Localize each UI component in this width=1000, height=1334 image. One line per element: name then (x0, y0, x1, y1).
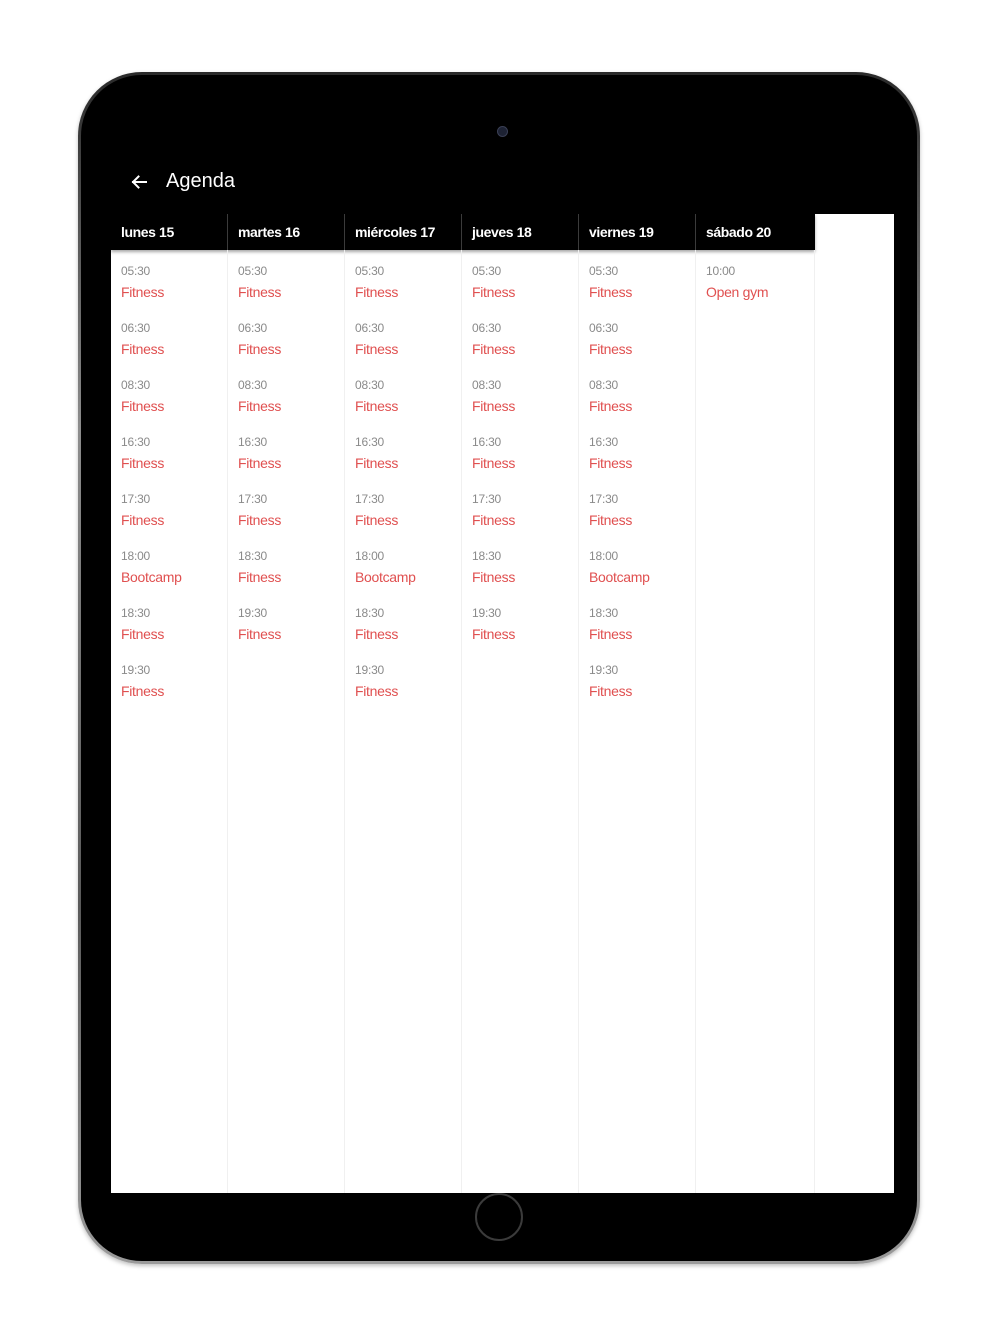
class-time: 06:30 (589, 321, 619, 335)
class-name: Fitness (121, 284, 165, 300)
class-slot[interactable] (345, 264, 461, 321)
class-name: Bootcamp (121, 569, 182, 585)
class-time: 16:30 (238, 435, 268, 449)
class-time: 17:30 (355, 492, 385, 506)
class-slot[interactable] (228, 435, 344, 492)
class-name: Fitness (238, 284, 282, 300)
class-name: Fitness (238, 341, 282, 357)
class-slot[interactable] (345, 663, 461, 720)
class-slot[interactable] (345, 549, 461, 606)
class-name: Fitness (238, 512, 282, 528)
class-time: 19:30 (472, 606, 502, 620)
day-column (696, 250, 815, 1193)
back-button[interactable] (123, 166, 155, 198)
day-tab[interactable]: miércoles 17 (345, 214, 462, 250)
class-time: 06:30 (121, 321, 151, 335)
class-slot[interactable] (579, 321, 695, 378)
class-time: 06:30 (355, 321, 385, 335)
class-name: Fitness (589, 284, 633, 300)
class-name: Bootcamp (589, 569, 650, 585)
class-name: Fitness (121, 398, 165, 414)
class-slot[interactable] (111, 606, 227, 663)
class-slot[interactable] (462, 549, 578, 606)
day-column (579, 250, 696, 1193)
class-name: Fitness (355, 341, 399, 357)
class-name: Open gym (706, 284, 769, 300)
day-tab[interactable]: viernes 19 (579, 214, 696, 250)
class-slot[interactable] (462, 435, 578, 492)
class-name: Fitness (121, 626, 165, 642)
class-name: Fitness (589, 512, 633, 528)
day-tabs (111, 214, 815, 250)
class-slot[interactable] (579, 435, 695, 492)
class-time: 19:30 (121, 663, 151, 677)
class-slot[interactable] (111, 378, 227, 435)
class-time: 18:30 (589, 606, 619, 620)
class-name: Fitness (355, 284, 399, 300)
class-slot[interactable] (462, 492, 578, 549)
class-name: Fitness (238, 626, 282, 642)
class-name: Fitness (472, 398, 516, 414)
class-name: Fitness (472, 626, 516, 642)
class-slot[interactable] (579, 606, 695, 663)
class-slot[interactable] (462, 606, 578, 663)
class-name: Fitness (472, 284, 516, 300)
class-time: 08:30 (121, 378, 151, 392)
class-time: 05:30 (589, 264, 619, 278)
class-slot[interactable] (111, 663, 227, 720)
class-time: 16:30 (355, 435, 385, 449)
home-button[interactable] (475, 1193, 523, 1241)
class-name: Fitness (355, 455, 399, 471)
class-name: Fitness (589, 626, 633, 642)
arrow-left-icon (129, 172, 149, 192)
class-time: 19:30 (589, 663, 619, 677)
class-name: Bootcamp (355, 569, 416, 585)
class-slot[interactable] (345, 378, 461, 435)
day-column (228, 250, 345, 1193)
class-time: 18:30 (238, 549, 268, 563)
class-time: 17:30 (589, 492, 619, 506)
day-column (111, 250, 228, 1193)
app-bar (111, 148, 894, 214)
class-name: Fitness (121, 341, 165, 357)
class-slot[interactable] (696, 264, 814, 321)
class-time: 18:30 (121, 606, 151, 620)
class-time: 08:30 (355, 378, 385, 392)
class-slot[interactable] (462, 264, 578, 321)
class-time: 18:30 (355, 606, 385, 620)
day-tab[interactable]: jueves 18 (462, 214, 579, 250)
class-time: 10:00 (706, 264, 736, 278)
class-slot[interactable] (345, 435, 461, 492)
class-name: Fitness (238, 398, 282, 414)
class-time: 06:30 (238, 321, 268, 335)
class-name: Fitness (121, 455, 165, 471)
class-time: 05:30 (238, 264, 268, 278)
class-time: 17:30 (472, 492, 502, 506)
class-slot[interactable] (579, 492, 695, 549)
class-time: 18:30 (472, 549, 502, 563)
class-name: Fitness (238, 455, 282, 471)
class-slot[interactable] (462, 378, 578, 435)
class-time: 05:30 (355, 264, 385, 278)
class-time: 16:30 (472, 435, 502, 449)
class-time: 18:00 (355, 549, 385, 563)
class-slot[interactable] (579, 663, 695, 720)
day-tab[interactable]: lunes 15 (111, 214, 228, 250)
class-slot[interactable] (345, 492, 461, 549)
class-time: 08:30 (472, 378, 502, 392)
class-name: Fitness (589, 341, 633, 357)
class-slot[interactable] (579, 549, 695, 606)
class-slot[interactable] (228, 321, 344, 378)
class-slot[interactable] (345, 321, 461, 378)
class-time: 19:30 (238, 606, 268, 620)
class-slot[interactable] (228, 264, 344, 321)
class-name: Fitness (589, 683, 633, 699)
class-name: Fitness (355, 626, 399, 642)
class-name: Fitness (355, 398, 399, 414)
app-screen (111, 148, 894, 1193)
class-time: 05:30 (472, 264, 502, 278)
class-time: 08:30 (238, 378, 268, 392)
class-slot[interactable] (462, 321, 578, 378)
class-name: Fitness (121, 683, 165, 699)
class-slot[interactable] (111, 435, 227, 492)
class-time: 05:30 (121, 264, 151, 278)
day-tab[interactable]: sábado 20 (706, 224, 771, 240)
page-title: Agenda (166, 170, 235, 192)
camera-icon (497, 126, 508, 137)
class-slot[interactable] (345, 606, 461, 663)
class-time: 19:30 (355, 663, 385, 677)
class-slot[interactable] (111, 321, 227, 378)
class-name: Fitness (589, 455, 633, 471)
class-time: 18:00 (121, 549, 151, 563)
class-slot[interactable] (228, 606, 344, 663)
class-time: 17:30 (121, 492, 151, 506)
class-name: Fitness (238, 569, 282, 585)
day-column (462, 250, 579, 1193)
class-time: 06:30 (472, 321, 502, 335)
class-slot[interactable] (111, 264, 227, 321)
class-slot[interactable] (111, 492, 227, 549)
day-column (345, 250, 462, 1193)
class-time: 16:30 (589, 435, 619, 449)
class-name: Fitness (472, 455, 516, 471)
class-slot[interactable] (579, 378, 695, 435)
class-slot[interactable] (228, 549, 344, 606)
class-name: Fitness (472, 341, 516, 357)
day-tab[interactable]: martes 16 (228, 214, 345, 250)
agenda-grid (111, 250, 815, 1193)
class-name: Fitness (121, 512, 165, 528)
class-slot[interactable] (579, 264, 695, 321)
class-time: 08:30 (589, 378, 619, 392)
class-name: Fitness (355, 512, 399, 528)
class-name: Fitness (472, 569, 516, 585)
class-name: Fitness (472, 512, 516, 528)
class-slot[interactable] (228, 378, 344, 435)
class-name: Fitness (355, 683, 399, 699)
class-time: 18:00 (589, 549, 619, 563)
class-name: Fitness (589, 398, 633, 414)
class-slot[interactable] (228, 492, 344, 549)
class-time: 17:30 (238, 492, 268, 506)
class-slot[interactable] (111, 549, 227, 606)
class-time: 16:30 (121, 435, 151, 449)
